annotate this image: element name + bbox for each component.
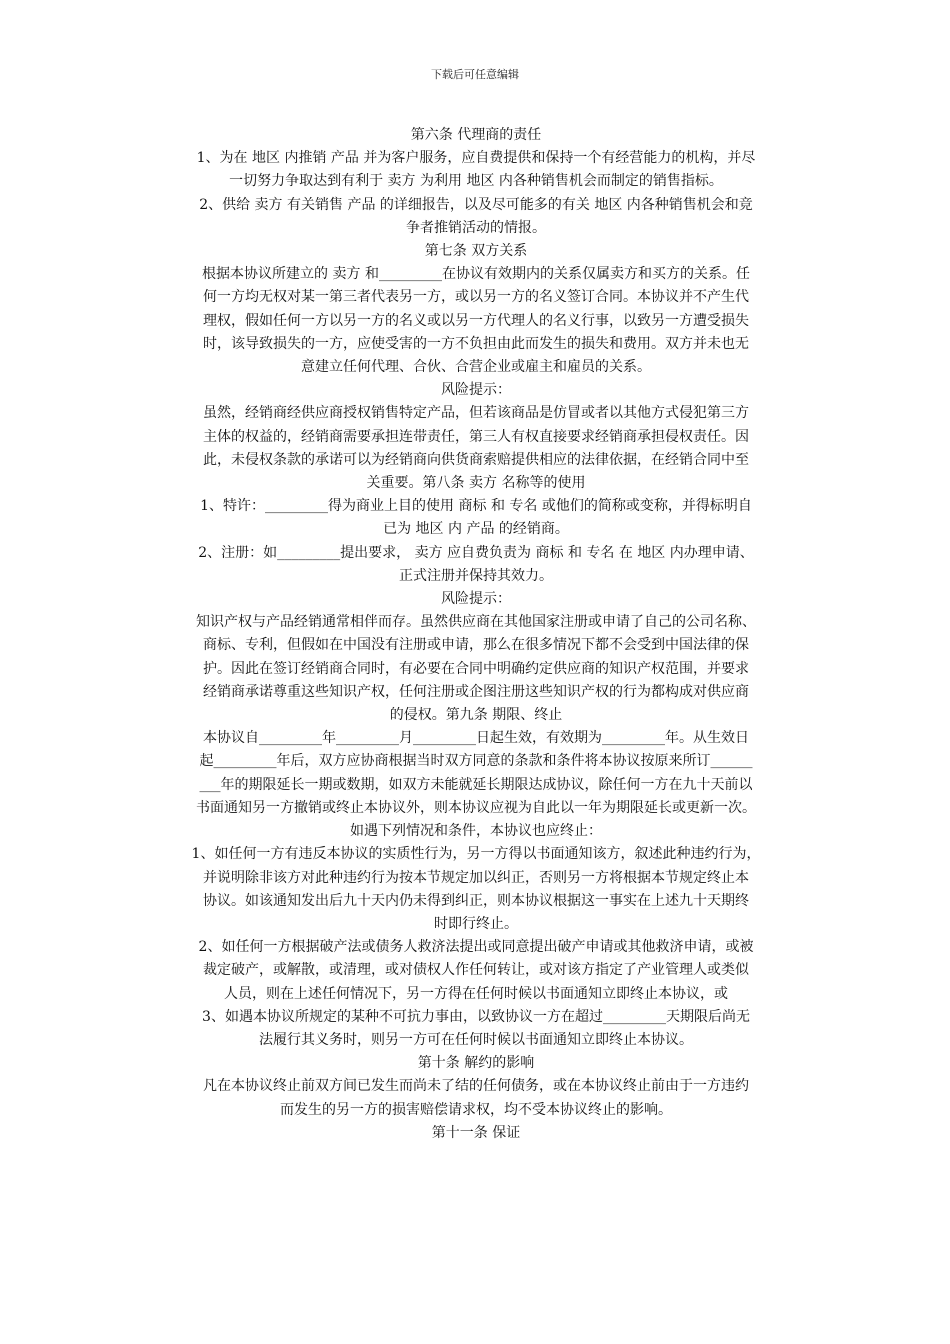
text-line: 商标、专利，但假如在中国没有注册或申请，那么在很多情况下都不会受到中国法律的保 xyxy=(203,637,749,654)
text-line: 协议。如该通知发出后九十天内仍未得到纠正，则本协议根据这一事实在上述九十天期终 xyxy=(203,892,749,909)
text-line: 而发生的另一方的损害赔偿请求权，均不受本协议终止的影响。 xyxy=(280,1101,672,1118)
text-line: 法履行其义务时，则另一方可在任何时候以书面通知立即终止本协议。 xyxy=(259,1031,693,1048)
text-line: 理权，假如任何一方以另一方的名义或以另一方代理人的名义行事，以致另一方遭受损失 xyxy=(203,312,749,329)
text-line: 本协议自_________年_________月_________日起生效，有效期为_________年。从生效日 xyxy=(203,730,749,747)
document-body xyxy=(140,124,812,1145)
text-line: 第六条 代理商的责任 xyxy=(410,127,542,143)
text-line: 第七条 双方关系 xyxy=(424,243,528,260)
text-line: 一切努力争取达到有利于 卖方 为利用 地区 内各种销售机会而制定的销售指标。 xyxy=(229,173,723,190)
text-line: 意建立任何代理、合伙、合营企业或雇主和雇员的关系。 xyxy=(301,359,651,376)
text-line: 1、为在 地区 内推销 产品 并为客户服务，应自费提供和保持一个有经营能力的机构，并尽 xyxy=(196,150,756,167)
text-line: 第十条 解约的影响 xyxy=(417,1055,535,1072)
text-line: 时，该导致损失的一方，应使受害的一方不负担由此而发生的损失和费用。双方并未也无 xyxy=(203,335,749,352)
text-line: 正式注册并保持其效力。 xyxy=(399,567,553,584)
text-line: 2、供给 卖方 有关销售 产品 的详细报告，以及尽可能多的有关 地区 内各种销售机会和竞 xyxy=(199,196,753,213)
text-line: 争者推销活动的情报。 xyxy=(406,219,546,236)
text-line: 起_________年后，双方应协商根据当时双方同意的条款和条件将本协议按原来所订______ xyxy=(199,753,753,770)
text-line: 书面通知另一方撤销或终止本协议外，则本协议应视为自此以一年为期限延长或更新一次。 xyxy=(196,799,756,816)
text-line: 裁定破产，或解散，或清理，或对债权人作任何转让，或对该方指定了产业管理人或类似 xyxy=(203,962,749,979)
text-line: 1、如任何一方有违反本协议的实质性行为，另一方得以书面通知该方，叙述此种违约行为， xyxy=(191,846,761,863)
text-line: 3、如遇本协议所规定的某种不可抗力事由，以致协议一方在超过_________天期限后尚无 xyxy=(202,1008,750,1025)
text-line: 2、如任何一方根据破产法或债务人救济法提出或同意提出破产申请或其他救济申请，或被 xyxy=(198,939,754,956)
text-line: 2、注册：如_________提出要求， 卖方 应自费负责为 商标 和 专名 在 地区 内办理申请、 xyxy=(198,544,754,561)
text-line: 时即行终止。 xyxy=(434,915,518,932)
text-line: 风险提示： xyxy=(441,382,511,399)
text-line: 风险提示： xyxy=(441,591,511,608)
text-line: 的侵权。第九条 期限、终止 xyxy=(389,707,563,724)
text-line: 如遇下列情况和条件，本协议也应终止： xyxy=(350,823,602,840)
text-line: 关重要。第八条 卖方 名称等的使用 xyxy=(366,475,586,492)
text-line: 何一方均无权对某一第三者代表另一方，或以另一方的名义签订合同。本协议并不产生代 xyxy=(203,289,749,306)
text-line: 已为 地区 内 产品 的经销商。 xyxy=(383,521,569,538)
text-line: 经销商承诺尊重这些知识产权，任何注册或企图注册这些知识产权的行为都构成对供应商 xyxy=(203,683,749,700)
text-line: 护。因此在签订经销商合同时，有必要在合同中明确约定供应商的知识产权范围，并要求 xyxy=(203,660,749,677)
text-line: 1、特许：_________得为商业上目的使用 商标 和 专名 或他们的简称或变称，并得标明自 xyxy=(200,498,752,515)
page-header: 下载后可任意编辑 xyxy=(431,68,519,81)
text-line: 人员，则在上述任何情况下，另一方得在任何时候以书面通知立即终止本协议，或 xyxy=(224,985,728,1002)
text-line: 凡在本协议终止前双方间已发生而尚未了结的任何债务，或在本协议终止前由于一方违约 xyxy=(203,1078,749,1095)
text-line: 主体的权益的，经销商需要承担连带责任，第三人有权直接要求经销商承担侵权责任。因 xyxy=(203,428,749,445)
text-line: 此，未侵权条款的承诺可以为经销商向供货商索赔提供相应的法律依据，在经销合同中至 xyxy=(203,451,749,468)
text-line: 第十一条 保证 xyxy=(431,1124,521,1141)
text-line: 并说明除非该方对此种违约行为按本节规定加以纠正，否则另一方将根据本节规定终止本 xyxy=(203,869,749,886)
text-line: 知识产权与产品经销通常相伴而存。虽然供应商在其他国家注册或申请了自己的公司名称、 xyxy=(196,614,756,631)
text-line: ___年的期限延长一期或数期，如双方未能就延长期限达成协议，除任何一方在九十天前以 xyxy=(199,776,753,793)
text-line: 根据本协议所建立的 卖方 和_________在协议有效期内的关系仅属卖方和买方的关系。任 xyxy=(202,266,750,283)
text-line: 虽然，经销商经供应商授权销售特定产品，但若该商品是仿冒或者以其他方式侵犯第三方 xyxy=(203,405,749,422)
